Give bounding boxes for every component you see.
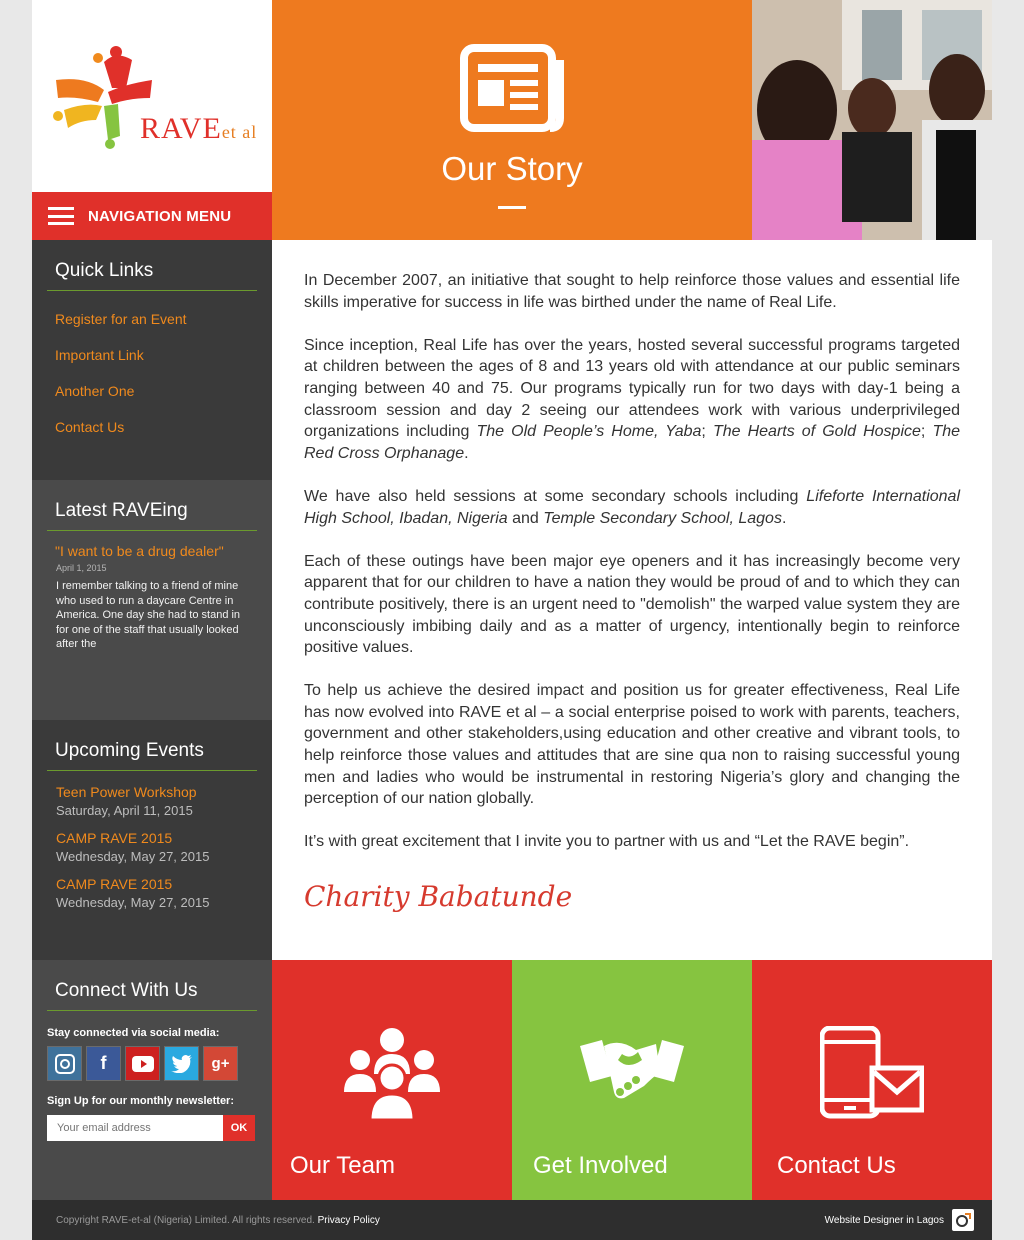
quick-link-contact[interactable]: Contact Us xyxy=(55,419,125,435)
latest-raveing-heading: Latest RAVEing xyxy=(47,480,257,531)
article-paragraph: It’s with great excitement that I invite you to partner with us and “Let the RAVE begin”. xyxy=(304,833,910,851)
article-paragraph: In December 2007, an initiative that sought to help reinforce those values and essential life skills imperative for success in life was birthed under the name of Real Life. xyxy=(304,272,960,311)
event-title[interactable]: CAMP RAVE 2015 xyxy=(56,830,173,846)
our-team-tile[interactable] xyxy=(272,960,512,1200)
footer xyxy=(32,1200,992,1240)
article-paragraph: We have also held sessions at some secondary schools including Lifeforte International High School, Ibadan, Nigeria and Temple Secondary School, Lagos. xyxy=(304,487,961,527)
article-paragraph: Each of these outings have been major eye openers and it has increasingly become very apparent that for our children to have a nation they would be proud of and to which they can contribute positively, there is an urgent need to "demolish" the warped value system they are unconsciously imbibing daily and as a matter of urgency, intentionally begin to reinforce positive values. xyxy=(304,552,960,657)
logo-wordmark: RAVEet al xyxy=(140,112,258,145)
get-involved-label: Get Involved xyxy=(533,1152,668,1179)
newsletter-form xyxy=(47,1115,257,1141)
latest-post-date: April 1, 2015 xyxy=(56,563,107,573)
social-links xyxy=(47,1046,257,1081)
newsletter-ok-button[interactable]: OK xyxy=(223,1115,255,1141)
signature: Charity Babatunde xyxy=(304,880,573,913)
connect-heading: Connect With Us xyxy=(47,960,257,1011)
phone-mail-icon xyxy=(820,1026,924,1122)
youtube-icon[interactable] xyxy=(125,1046,160,1081)
team-icon xyxy=(340,1026,444,1122)
latest-post-excerpt: I remember talking to a friend of mine who used to run a daycare Centre in America. One day she had to stand in for one of the staff that usually looked after the xyxy=(56,580,241,650)
instagram-icon[interactable] xyxy=(47,1046,82,1081)
hamburger-icon xyxy=(48,207,74,225)
designer-link[interactable]: Website Designer in Lagos xyxy=(824,1214,944,1226)
footer-copyright: Copyright RAVE-et-al (Nigeria) Limited. All rights reserved. Privacy Policy xyxy=(56,1214,380,1226)
designer-credit[interactable] xyxy=(825,1209,974,1231)
latest-raveing-section xyxy=(32,480,272,720)
article-paragraph: To help us achieve the desired impact and position us for greater effectiveness, Real Life has now evolved into RAVE et al – a social enterprise poised to work with parents, teachers, government and other stakeholders,using education and other creative and vibrant tools, to help reinforce those values and attitudes that are sine qua non to raising successful young men and ladies who would be instrumental in restoring Nigeria’s glory and changing the perception of our nation globally. xyxy=(304,682,960,808)
quick-link-important[interactable]: Important Link xyxy=(55,347,144,363)
upcoming-events-section xyxy=(32,720,272,960)
event-title[interactable]: CAMP RAVE 2015 xyxy=(56,876,173,892)
quick-links-heading: Quick Links xyxy=(47,240,257,291)
handshake-icon xyxy=(580,1026,684,1122)
twitter-icon[interactable] xyxy=(164,1046,199,1081)
quick-link-another[interactable]: Another One xyxy=(55,383,135,399)
page-title: Our Story xyxy=(441,150,583,187)
privacy-policy-link[interactable]: Privacy Policy xyxy=(317,1214,380,1226)
contact-us-label: Contact Us xyxy=(777,1152,896,1179)
event-item xyxy=(47,864,257,910)
quick-links-section xyxy=(32,240,272,480)
header-photo xyxy=(752,0,992,240)
designer-logo-icon xyxy=(952,1209,974,1231)
event-date: Saturday, April 11, 2015 xyxy=(56,803,193,818)
facebook-icon[interactable]: f xyxy=(86,1046,121,1081)
article-body xyxy=(304,270,960,875)
get-involved-tile[interactable] xyxy=(512,960,752,1200)
navigation-menu-button[interactable] xyxy=(32,192,272,240)
contact-us-tile[interactable] xyxy=(752,960,992,1200)
newsletter-label: Sign Up for our monthly newsletter: xyxy=(47,1095,235,1107)
logo[interactable] xyxy=(32,0,272,192)
event-item xyxy=(47,818,257,864)
event-title[interactable]: Teen Power Workshop xyxy=(56,784,197,800)
page xyxy=(32,0,992,1240)
upcoming-events-heading: Upcoming Events xyxy=(47,720,257,771)
latest-post-title[interactable]: "I want to be a drug dealer" xyxy=(55,543,224,559)
navigation-menu-label: NAVIGATION MENU xyxy=(88,207,232,225)
our-team-label: Our Team xyxy=(290,1152,395,1179)
title-divider xyxy=(498,206,526,209)
newspaper-icon xyxy=(460,44,564,132)
event-date: Wednesday, May 27, 2015 xyxy=(56,895,210,910)
article-paragraph: Since inception, Real Life has over the years, hosted several successful programs targeted at children between the ages of 8 and 13 years old with attendance at our public seminars ranging between 40 and 75. Our programs typically run for two days with day-1 being a classroom session and day 2 seeing our attendees work with various underprivileged organizations including The Old People’s Home, Yaba; The Hearts of Gold Hospice; The Red Cross Orphanage. xyxy=(304,336,961,462)
students-photo xyxy=(752,0,992,240)
event-item xyxy=(47,771,257,818)
event-date: Wednesday, May 27, 2015 xyxy=(56,849,210,864)
social-label: Stay connected via social media: xyxy=(47,1027,220,1039)
quick-link-register[interactable]: Register for an Event xyxy=(55,311,187,327)
page-header xyxy=(272,0,752,240)
connect-section xyxy=(32,960,272,1200)
newsletter-email-input[interactable] xyxy=(47,1115,223,1141)
google-plus-icon[interactable]: g+ xyxy=(203,1046,238,1081)
